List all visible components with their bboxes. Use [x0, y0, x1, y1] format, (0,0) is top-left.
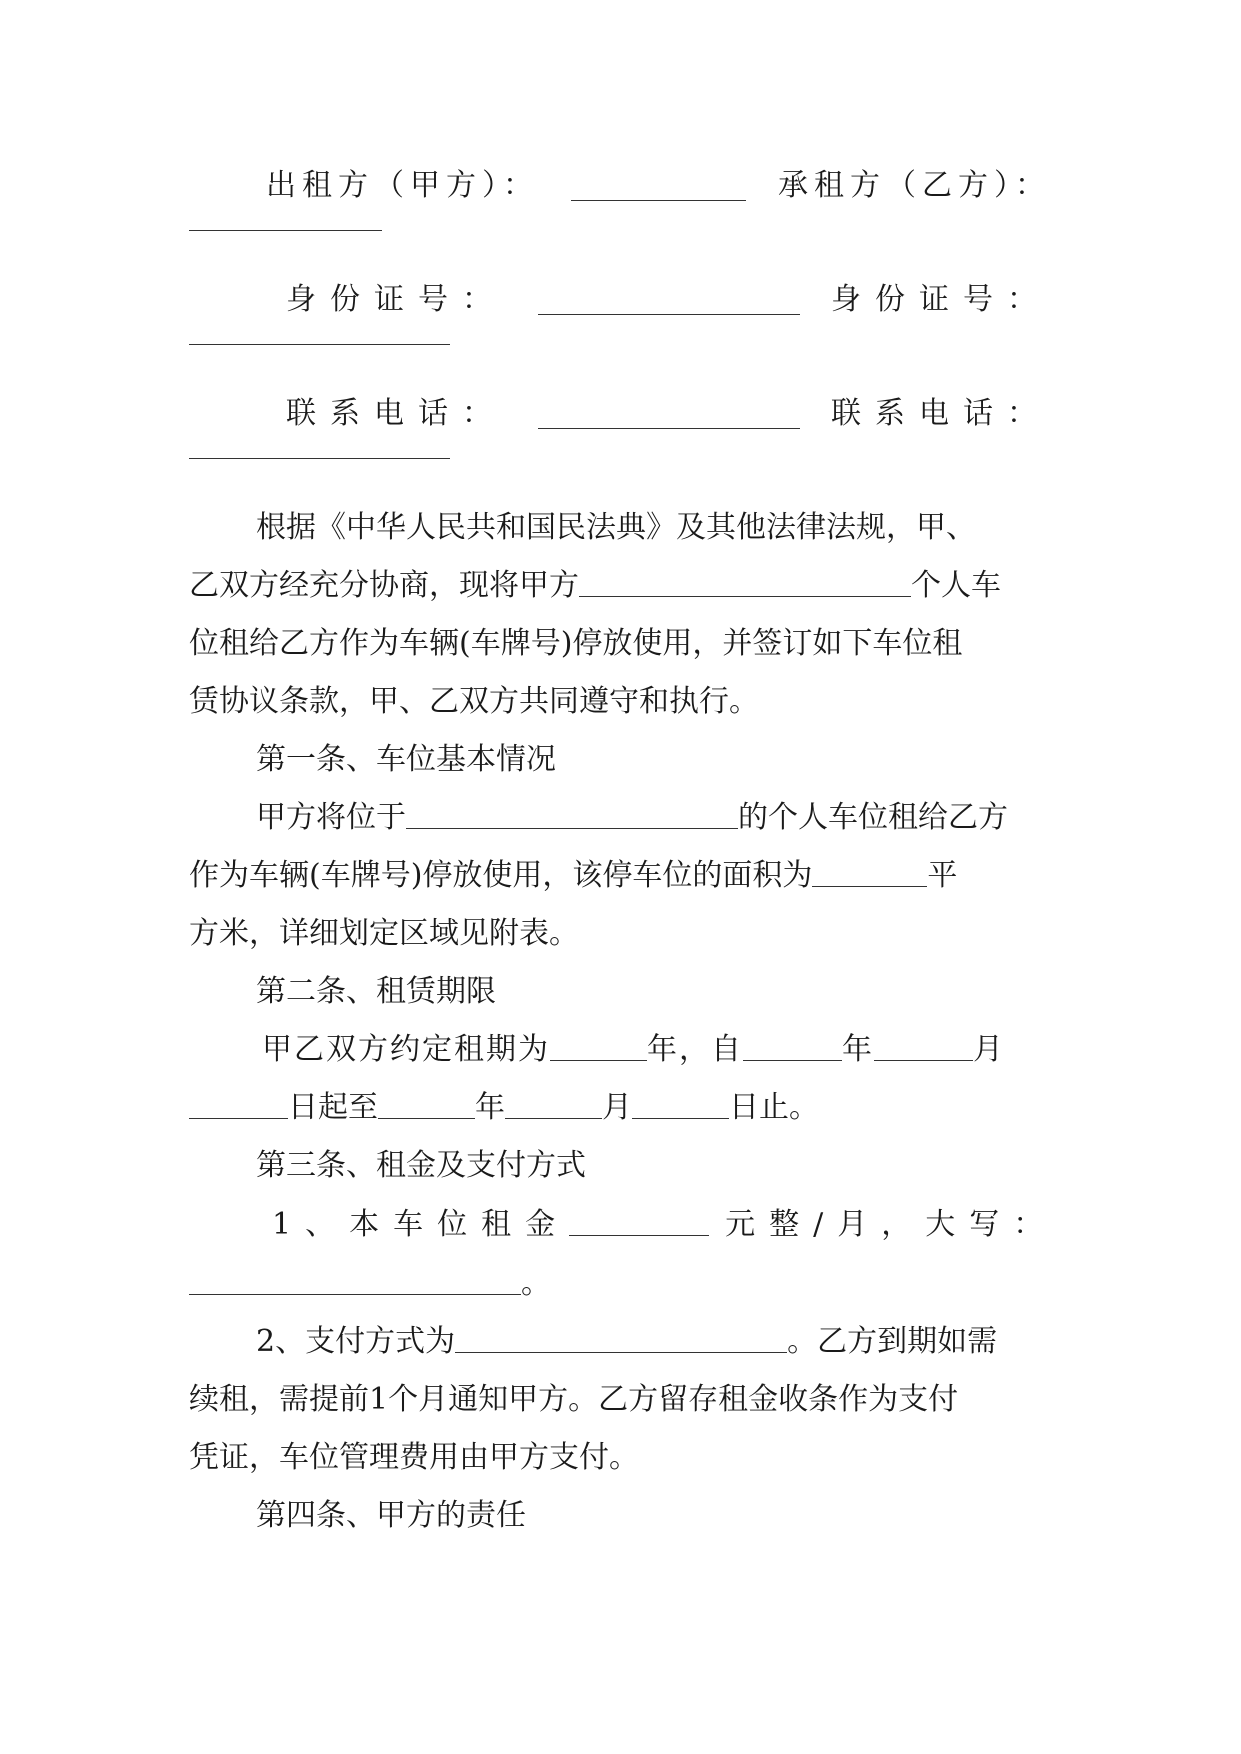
- article-2-line-1: 甲乙双方约定租期为 年，自 年 月: [262, 1032, 1005, 1067]
- article-1-line-1: 甲方将位于 的个人车位租给乙方: [256, 800, 1008, 835]
- preamble-line-2: 乙双方经充分协商，现将甲方 个人车: [189, 568, 1001, 603]
- article-3-item-2-line-3: 凭证，车位管理费用由甲方支付。: [189, 1440, 639, 1475]
- location-blank: [406, 800, 738, 829]
- lessee-id-blank: [189, 344, 450, 345]
- lessee-phone-blank: [189, 458, 450, 459]
- lessor-address-blank: [579, 568, 911, 597]
- lessor-phone-blank: [538, 400, 800, 429]
- lessor-row: [266, 164, 1051, 208]
- article-1-title: 第一条、车位基本情况: [256, 742, 556, 777]
- start-year-blank: [743, 1032, 842, 1061]
- article-3-item-1-cont: 。: [189, 1262, 1051, 1306]
- lessee-blank: [189, 230, 382, 231]
- end-year-blank: [378, 1090, 475, 1119]
- lessor-blank: [571, 172, 746, 201]
- lessee-phone-label: 联系电话：: [831, 396, 1051, 431]
- rent-amount-blank: [569, 1207, 709, 1236]
- id-row: [286, 278, 1051, 322]
- preamble-line-1: 根据《中华人民共和国民法典》及其他法律法规，甲、: [256, 510, 976, 545]
- article-3-item-2-line-2: 续租，需提前1个月通知甲方。乙方留存租金收条作为支付: [189, 1382, 959, 1417]
- rent-uppercase-blank: [189, 1266, 521, 1295]
- preamble-line-3: 位租给乙方作为车辆(车牌号)停放使用，并签订如下车位租: [189, 626, 963, 661]
- lessee-label: 承租方（乙方）：: [778, 168, 1051, 203]
- start-month-blank: [874, 1032, 973, 1061]
- article-3-title: 第三条、租金及支付方式: [256, 1148, 586, 1183]
- article-2-line-2: 日起至 年 月 日止。: [189, 1086, 1051, 1130]
- article-4-title: 第四条、甲方的责任: [256, 1498, 526, 1533]
- start-day-blank: [189, 1090, 288, 1119]
- payment-method-blank: [455, 1324, 787, 1353]
- lessor-phone-label: 联系电话：: [286, 396, 506, 431]
- area-blank: [812, 858, 927, 887]
- end-day-blank: [632, 1090, 729, 1119]
- article-3-item-1: 1、本车位租金 元整/月，大写：: [272, 1207, 1058, 1242]
- article-1-line-3: 方米，详细划定区域见附表。: [189, 916, 579, 951]
- preamble-line-4: 赁协议条款，甲、乙双方共同遵守和执行。: [189, 684, 759, 719]
- lessor-id-label: 身份证号：: [286, 282, 506, 317]
- term-years-blank: [550, 1032, 647, 1061]
- lessee-id-label: 身份证号：: [831, 282, 1051, 317]
- article-1-line-2: 作为车辆(车牌号)停放使用，该停车位的面积为 平: [189, 858, 958, 893]
- lessor-label: 出租方（甲方）：: [266, 168, 539, 203]
- article-2-title: 第二条、租赁期限: [256, 974, 496, 1009]
- lessor-id-blank: [538, 286, 800, 315]
- phone-row: [286, 392, 1051, 436]
- article-3-item-2: 2、支付方式为 。乙方到期如需: [256, 1324, 998, 1359]
- end-month-blank: [505, 1090, 602, 1119]
